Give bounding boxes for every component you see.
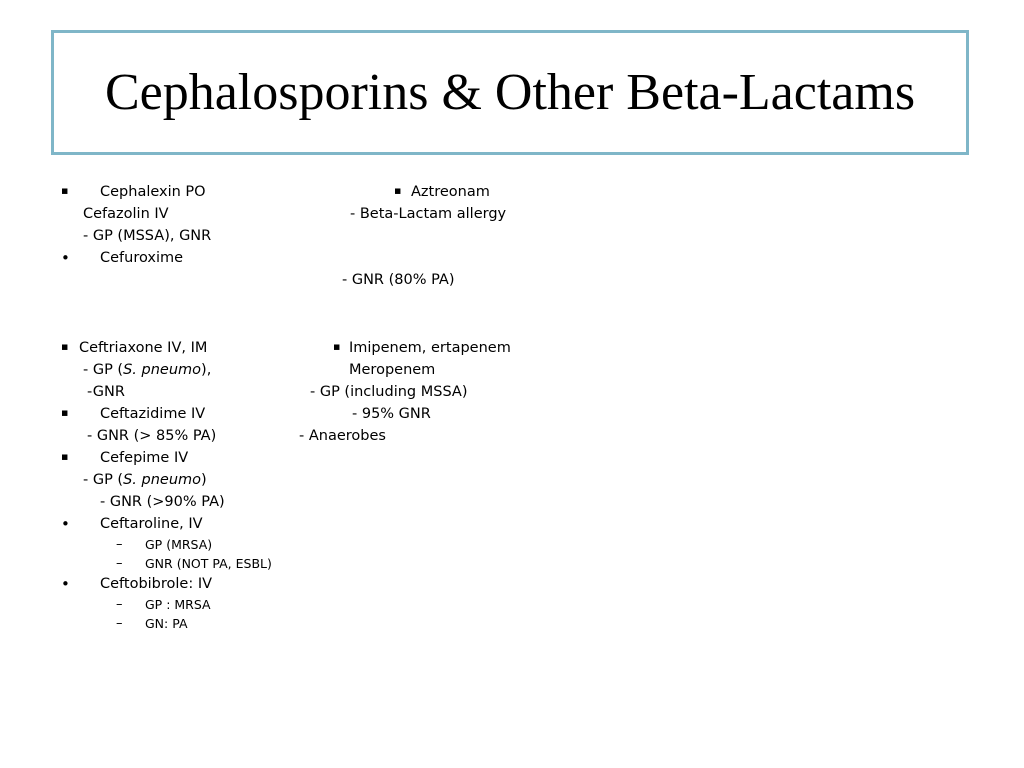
item-ceftriaxone: Ceftriaxone IV, IM bbox=[79, 340, 208, 356]
organism-name: S. pneumo bbox=[123, 362, 202, 378]
item-carbapenem-gnr: - 95% GNR bbox=[352, 406, 431, 422]
item-cefepime-gnr: - GNR (>90% PA) bbox=[100, 494, 225, 510]
item-imipenem: Imipenem, ertapenem bbox=[349, 340, 511, 356]
item-cefazolin: Cefazolin IV bbox=[83, 206, 169, 222]
item-ceftazidime-gnr: - GNR (> 85% PA) bbox=[87, 428, 217, 444]
item-ceftobibrole: Ceftobibrole: IV bbox=[100, 576, 213, 592]
square-bullet-icon: ▪ bbox=[61, 184, 69, 197]
item-ceftobibrole-gp: GP : MRSA bbox=[145, 597, 211, 612]
dot-bullet-icon: • bbox=[61, 515, 70, 533]
item-carbapenem-anaerobes: - Anaerobes bbox=[299, 428, 386, 444]
item-ceftriaxone-gnr: -GNR bbox=[87, 384, 125, 400]
item-ceftaroline-gnr: GNR (NOT PA, ESBL) bbox=[145, 556, 272, 571]
item-ceftazidime: Ceftazidime IV bbox=[100, 406, 206, 422]
item-ceftobibrole-gn: GN: PA bbox=[145, 616, 188, 631]
dash-bullet-icon: – bbox=[116, 597, 123, 612]
item-cefepime-gp: - GP (S. pneumo) bbox=[83, 472, 207, 488]
item-ceftaroline: Ceftaroline, IV bbox=[100, 516, 203, 532]
square-bullet-icon: ▪ bbox=[394, 184, 402, 197]
item-cefazolin-gp: - GP (MSSA), GNR bbox=[83, 228, 212, 244]
item-aztreonam-allergy: - Beta-Lactam allergy bbox=[350, 206, 507, 222]
dash-bullet-icon: – bbox=[116, 616, 123, 631]
dash-bullet-icon: – bbox=[116, 537, 123, 552]
item-cefepime: Cefepime IV bbox=[100, 450, 189, 466]
item-cefuroxime: Cefuroxime bbox=[100, 250, 184, 266]
item-meropenem: Meropenem bbox=[349, 362, 436, 378]
dash-bullet-icon: – bbox=[116, 556, 123, 571]
item-aztreonam: Aztreonam bbox=[411, 184, 490, 200]
item-ceftriaxone-gp: - GP (S. pneumo), bbox=[83, 362, 212, 378]
square-bullet-icon: ▪ bbox=[61, 406, 69, 419]
title-box bbox=[51, 30, 969, 155]
item-ceftaroline-gp: GP (MRSA) bbox=[145, 537, 213, 552]
square-bullet-icon: ▪ bbox=[61, 450, 69, 463]
item-aztreonam-gnr: - GNR (80% PA) bbox=[342, 272, 455, 288]
slide-title: Cephalosporins & Other Beta-Lactams bbox=[104, 63, 916, 121]
square-bullet-icon: ▪ bbox=[61, 340, 69, 353]
square-bullet-icon: ▪ bbox=[333, 340, 341, 353]
item-carbapenem-gp: - GP (including MSSA) bbox=[310, 384, 468, 400]
dot-bullet-icon: • bbox=[61, 249, 70, 267]
item-cephalexin: Cephalexin PO bbox=[100, 184, 206, 200]
dot-bullet-icon: • bbox=[61, 575, 70, 593]
organism-name: S. pneumo bbox=[123, 472, 202, 488]
